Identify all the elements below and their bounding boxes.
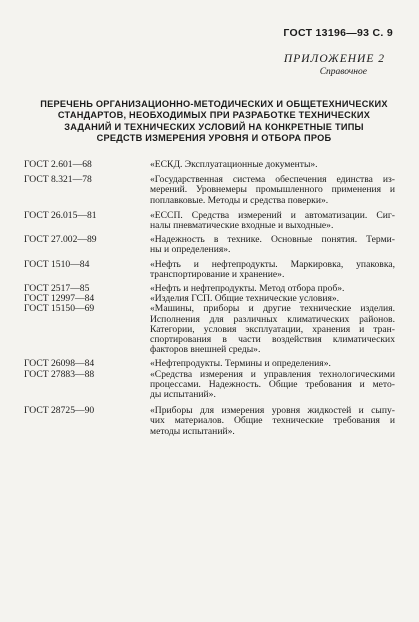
standard-code: ГОСТ 12997—84 xyxy=(24,293,95,305)
page-header: ГОСТ 13196—93 С. 9 xyxy=(283,27,393,39)
standard-code: ГОСТ 15150—69 xyxy=(24,303,95,315)
standard-title-line: Категории, условия эксплуатации, хранения и тран- xyxy=(150,323,395,335)
standard-code: ГОСТ 28725—90 xyxy=(24,405,95,417)
standard-code: ГОСТ 27883—88 xyxy=(24,368,95,380)
standards-list xyxy=(24,160,395,437)
standard-title-line: спортирования в части воздействия климатических xyxy=(150,334,395,346)
document-title xyxy=(30,99,398,145)
standard-title xyxy=(150,235,395,255)
standard-title-line: «Машины, приборы и другие технические изделия. xyxy=(150,303,395,315)
standard-title-line: «ЕССП. Средства измерений и автоматизации. Сиг- xyxy=(150,209,395,221)
standard-title-line: поплавковые. Методы и средства поверки». xyxy=(150,194,329,206)
standard-title-line: «Изделия ГСП. Общие технические условия». xyxy=(150,293,340,305)
appendix-note: Справочное xyxy=(319,67,367,77)
standard-title-line: налы пневматические входные и выходные». xyxy=(150,220,334,232)
standard-title-line: «Государственная система обеспечения единства из- xyxy=(150,174,395,186)
standard-title-line: мерений. Уровнемеры промышленного применения и xyxy=(150,184,395,196)
standard-title xyxy=(150,175,395,206)
standard-title-line: «Надежность в технике. Основные понятия. Терми- xyxy=(150,234,395,246)
standard-title-line: «ЕСКД. Эксплуатационные документы». xyxy=(150,159,318,170)
standard-code: ГОСТ 1510—84 xyxy=(24,258,90,270)
standard-title-line: «Нефтепродукты. Термины и определения». xyxy=(150,358,331,370)
standard-entry xyxy=(24,175,395,206)
standard-code: ГОСТ 2517—85 xyxy=(24,283,90,295)
title-line: СРЕДСТВ ИЗМЕРЕНИЯ УРОВНЯ И ОТБОРА ПРОБ xyxy=(96,133,332,144)
standard-title-line: факторов внешней среды». xyxy=(150,344,261,356)
title-line: СТАНДАРТОВ, НЕОБХОДИМЫХ ПРИ РАЗРАБОТКЕ ТЕХНИЧЕСКИХ xyxy=(57,110,371,121)
standard-code: ГОСТ 8.321—78 xyxy=(24,174,92,186)
standard-entry xyxy=(24,211,395,231)
standard-code: ГОСТ 26098—84 xyxy=(24,358,95,370)
standard-entry xyxy=(24,406,395,437)
standard-entry xyxy=(24,370,395,401)
appendix-label: ПРИЛОЖЕНИЕ 2 xyxy=(283,53,385,65)
standard-title-line: «Средства измерения и управления технологическими xyxy=(150,368,395,380)
standard-entry xyxy=(24,260,395,280)
standard-entry xyxy=(24,304,395,355)
standard-entry xyxy=(24,160,395,170)
standard-title-line: транспортирование и хранение». xyxy=(150,268,285,280)
standard-title-line: чих материалов. Общие технические требования и xyxy=(150,415,395,427)
standard-title-line: методы испытаний». xyxy=(150,425,235,437)
standard-code: ГОСТ 27.002—89 xyxy=(24,234,97,246)
title-line: ЗАДАНИЙ И ТЕХНИЧЕСКИХ УСЛОВИЙ НА КОНКРЕТНЫЕ ТИПЫ xyxy=(64,121,364,132)
standard-title-line: ды испытаний». xyxy=(150,389,216,401)
standard-title xyxy=(150,211,395,231)
standard-title-line: процессами. Надежность. Общие требования и мето- xyxy=(150,378,395,390)
standard-title xyxy=(150,160,395,170)
standard-title xyxy=(150,304,395,355)
standard-title-line: «Нефть и нефтепродукты. Метод отбора проб». xyxy=(150,283,345,295)
standard-title-line: Исполнения для различных климатических районов. xyxy=(150,313,395,325)
title-line: ПЕРЕЧЕНЬ ОРГАНИЗАЦИОННО-МЕТОДИЧЕСКИХ И ОБЩЕТЕХНИЧЕСКИХ xyxy=(40,99,388,109)
standard-title-line: ны и определения». xyxy=(150,244,231,256)
standard-code: ГОСТ 2.601—68 xyxy=(24,159,92,170)
standard-code: ГОСТ 26.015—81 xyxy=(24,209,97,221)
standard-title xyxy=(150,370,395,401)
standard-title xyxy=(150,260,395,280)
standard-entry xyxy=(24,235,395,255)
standard-title-line: «Нефть и нефтепродукты. Маркировка, упаковка, xyxy=(150,258,395,270)
standard-title-line: «Приборы для измерения уровня жидкостей и сыпу- xyxy=(150,405,395,417)
standard-title xyxy=(150,406,395,437)
